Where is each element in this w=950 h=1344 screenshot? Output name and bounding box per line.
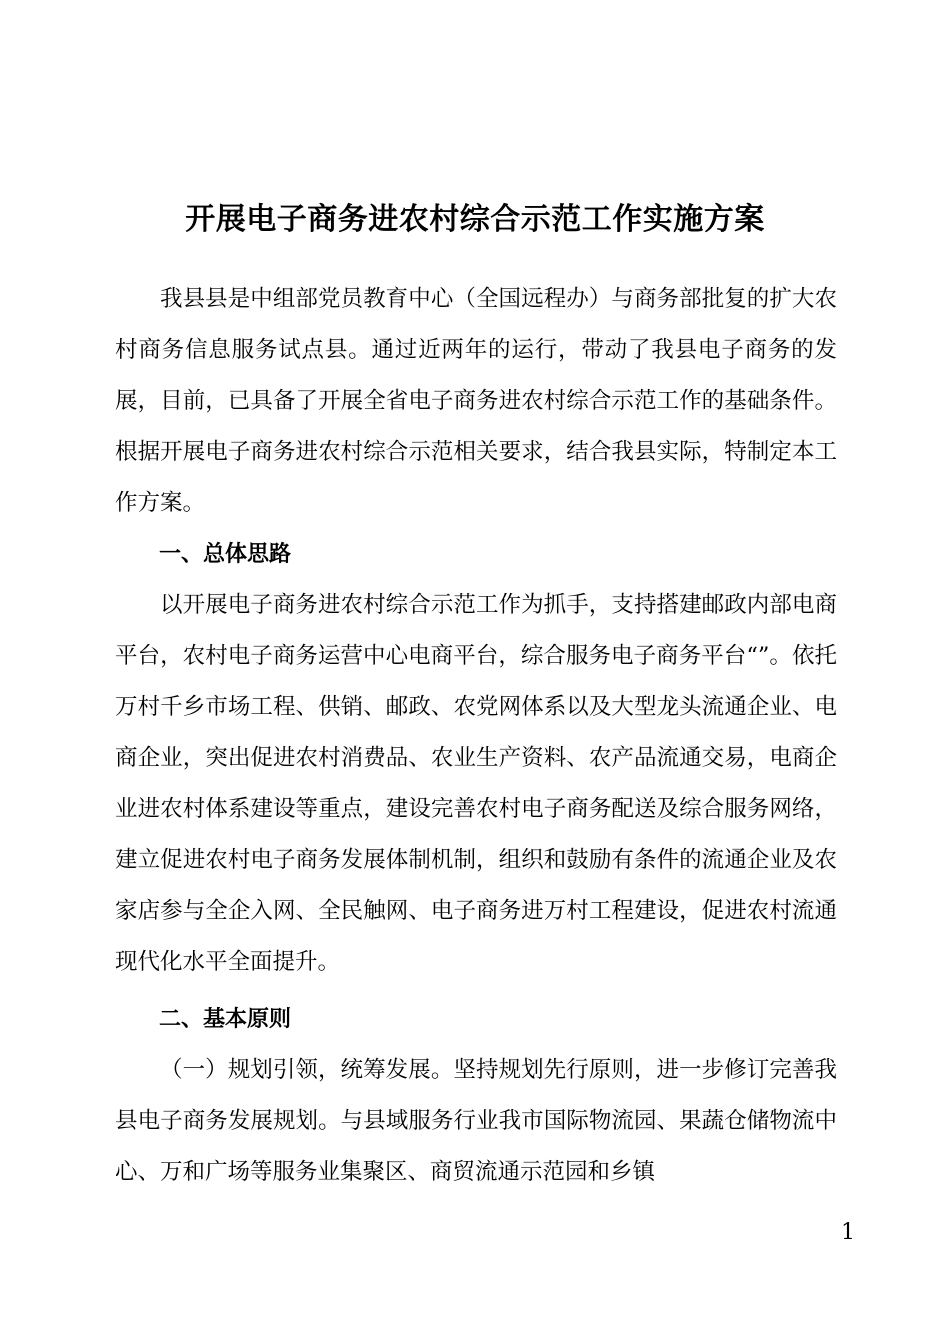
document-title: 开展电子商务进农村综合示范工作实施方案 <box>185 202 765 238</box>
page-number: 1 <box>841 1220 855 1245</box>
section-paragraph: （一）规划引领，统筹发展。坚持规划先行原则，进一步修订完善我县电子商务发展规划。与县域服务行业我市国际物流园、果蔬仓储物流中心、万和广场等服务业集聚区、商贸流通示范园和乡镇 <box>115 1057 837 1185</box>
section-overall-approach <box>115 529 837 988</box>
intro-paragraph: 我县县是中组部党员教育中心（全国远程办）与商务部批复的扩大农村商务信息服务试点县。通过近两年的运行，带动了我县电子商务的发展，目前，已具备了开展全省电子商务进农村综合示范工作的基础条件。根据开展电子商务进农村综合示范相关要求，结合我县实际，特制定本工作方案。 <box>115 286 837 516</box>
section-basic-principles <box>115 994 837 1198</box>
section-paragraph: 以开展电子商务进农村综合示范工作为抓手，支持搭建邮政内部电商平台，农村电子商务运营中心电商平台，综合服务电子商务平台“”。依托万村千乡市场工程、供销、邮政、农党网体系以及大型龙头流通企业、电商企业，突出促进农村消费品、农业生产资料、农产品流通交易，电商企业进农村体系建设等重点，建设完善农村电子商务配送及综合服务网络，建立促进农村电子商务发展体制机制，组织和鼓励有条件的流通企业及农家店参与全企入网、全民触网、电子商务进万村工程建设，促进农村流通现代化水平全面提升。 <box>115 592 837 975</box>
section-heading: 二、基本原则 <box>159 1007 292 1032</box>
section-heading: 一、总体思路 <box>159 542 292 567</box>
document-body <box>115 274 837 1198</box>
